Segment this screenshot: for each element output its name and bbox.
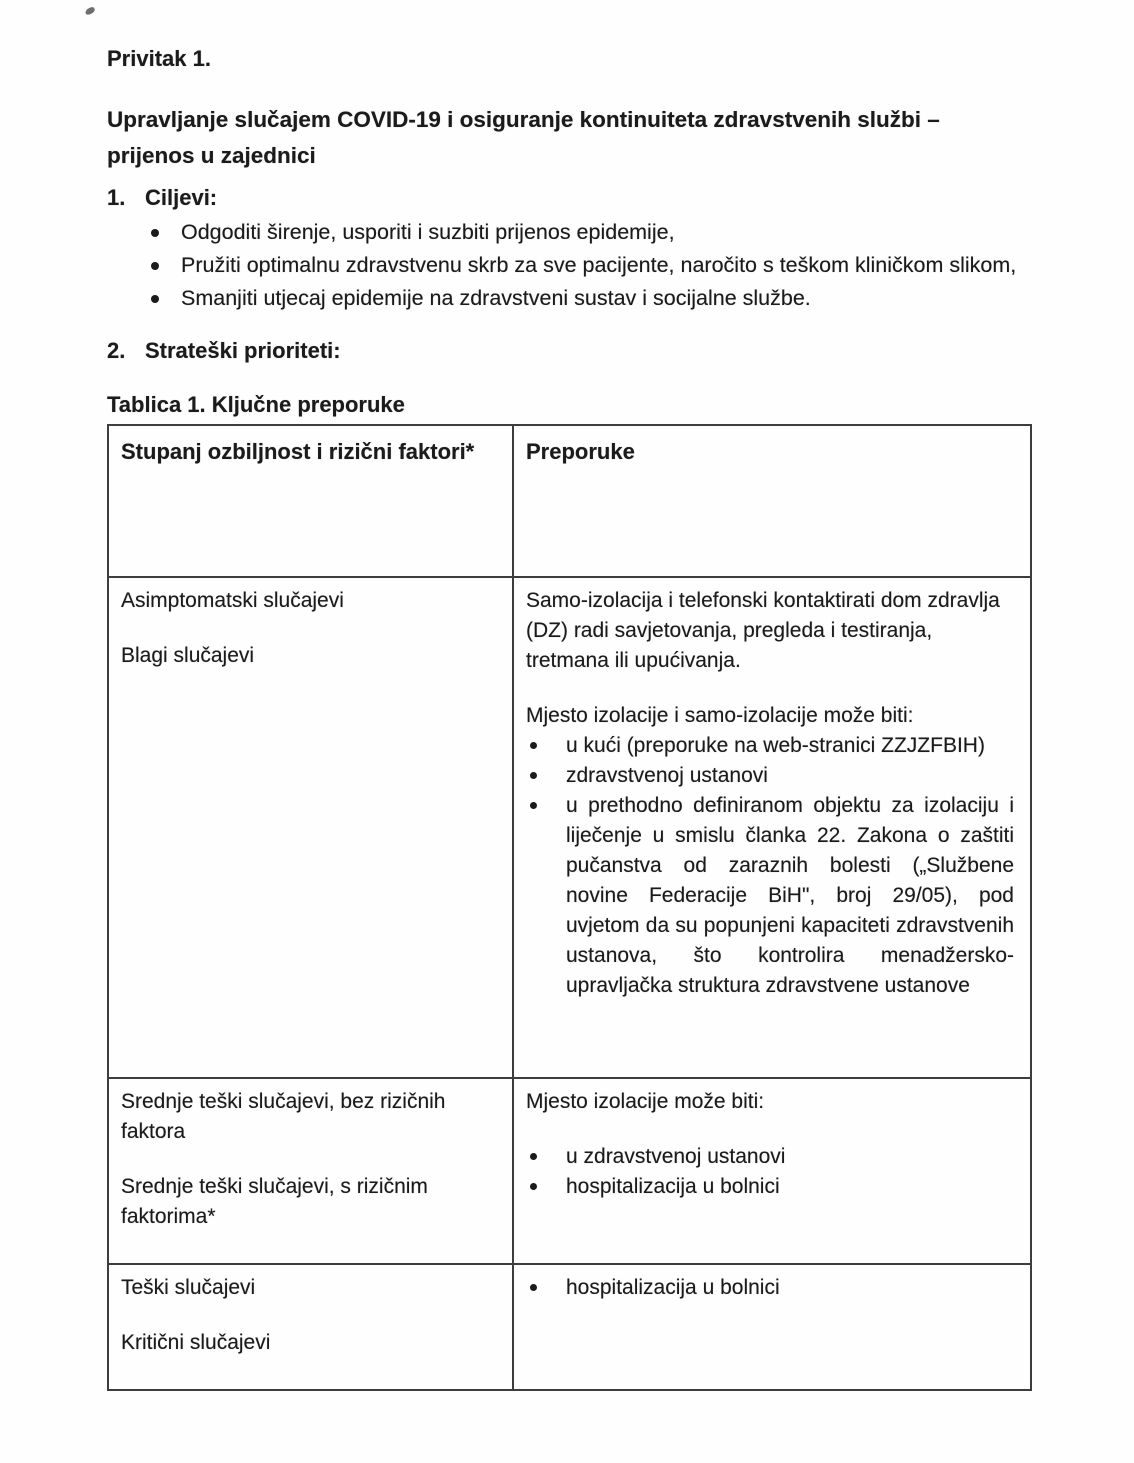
table-row (108, 1078, 1031, 1264)
recommendation-intro: Samo-izolacija i telefonski kontaktirati dom zdravlja (DZ) radi savjetovanja, pregleda i testiranja, tretmana ili upućivanja. (526, 589, 1000, 672)
section-1-heading (107, 184, 1030, 212)
objectives-list (107, 216, 1030, 315)
recommendation-item: hospitalizacija u bolnici (526, 1273, 1014, 1303)
recommendation-list (526, 1142, 1014, 1202)
recommendation-item: u prethodno definiranom objektu za izolaciju i liječenje u smislu članka 22. Zakona o zaštiti pučanstva od zaraznih bolesti („Službene novine Federacije BiH", broj 29/05), pod uvjetom da su popunjeni kapaciteti zdravstvenih ustanova, što kontrolira menadžersko-upravljačka struktura zdravstvene ustanove (526, 791, 1014, 1001)
severity-text: Srednje teški slučajevi, bez rizičnih faktora (121, 1090, 446, 1143)
column-header-severity: Stupanj ozbiljnost i rizični faktori* (108, 425, 513, 577)
section-2-number: 2. (107, 338, 126, 363)
severity-text: Kritični slučajevi (121, 1331, 271, 1354)
table-header-row (108, 425, 1031, 577)
recommendation-item: u zdravstvenoj ustanovi (526, 1142, 1014, 1172)
severity-cell (108, 577, 513, 1078)
recommendation-item: u kući (preporuke na web-stranici ZZJZFBIH) (526, 731, 1014, 761)
attachment-label: Privitak 1. (107, 46, 211, 71)
objective-item: Pružiti optimalnu zdravstvenu skrb za sve pacijente, naročito s teškom kliničkom slikom, (107, 249, 1030, 282)
recommendation-item: zdravstvenoj ustanovi (526, 761, 1014, 791)
section-2-heading (107, 337, 1030, 365)
severity-cell (108, 1264, 513, 1390)
section-1-title: Ciljevi: (145, 185, 218, 210)
severity-text: Teški slučajevi (121, 1276, 256, 1299)
severity-cell (108, 1078, 513, 1264)
table-row (108, 1264, 1031, 1390)
recommendation-subheading: Mjesto izolacije može biti: (526, 1090, 765, 1113)
section-2-title: Strateški prioriteti: (145, 338, 341, 363)
objective-item: Odgoditi širenje, usporiti i suzbiti prijenos epidemije, (107, 216, 1030, 249)
recommendation-cell (513, 577, 1031, 1078)
recommendation-cell (513, 1078, 1031, 1264)
document-title: Upravljanje slučajem COVID-19 i osiguranje kontinuiteta zdravstvenih službi – prijenos u zajednici (107, 107, 940, 168)
severity-text: Srednje teški slučajevi, s rizičnim faktorima* (121, 1175, 428, 1228)
recommendation-list (526, 1273, 1014, 1303)
column-header-recommendations: Preporuke (513, 425, 1031, 577)
recommendation-item: hospitalizacija u bolnici (526, 1172, 1014, 1202)
table-caption: Tablica 1. Ključne preporuke (107, 392, 405, 417)
table-row (108, 577, 1031, 1078)
recommendation-cell (513, 1264, 1031, 1390)
objective-item: Smanjiti utjecaj epidemije na zdravstveni sustav i socijalne službe. (107, 282, 1030, 315)
recommendation-subheading: Mjesto izolacije i samo-izolacije može biti: (526, 704, 914, 727)
recommendation-list (526, 731, 1014, 1001)
recommendations-table (107, 424, 1032, 1391)
section-1-number: 1. (107, 185, 126, 210)
severity-text: Blagi slučajevi (121, 644, 255, 667)
severity-text: Asimptomatski slučajevi (121, 589, 344, 612)
